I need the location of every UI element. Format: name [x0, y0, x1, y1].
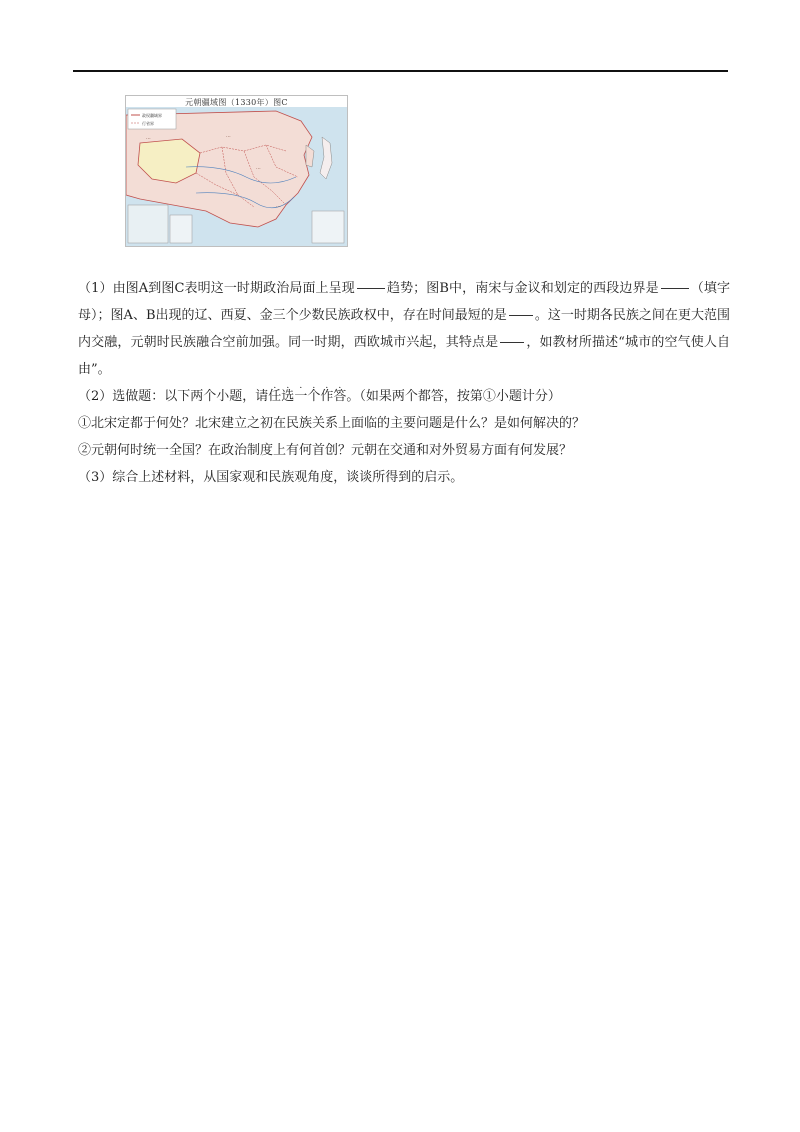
emphasis-char: . 选 — [281, 381, 295, 404]
emphasis-char: . 作 — [320, 381, 334, 404]
svg-text:...: ... — [276, 203, 281, 209]
question-2 — [78, 383, 730, 410]
q1-part3: （填字母）；图A、B出现的辽、西夏、金三个少数民族政权中，存在时间最短的是 — [78, 281, 730, 323]
svg-text:...: ... — [256, 165, 261, 171]
answer-blank — [509, 314, 533, 316]
question-1 — [78, 275, 730, 383]
q1-part1: （1）由图A到图C表明这一时期政治局面上呈现 — [78, 281, 355, 296]
yuan-dynasty-map — [125, 95, 348, 247]
question-2-item-2: ②元朝何时统一全国？在政治制度上有何首创？元朝在交通和对外贸易方面有何发展？ — [78, 443, 573, 458]
question-2-item-1: ①北宋定都于何处？北宋建立之初在民族关系上面临的主要问题是什么？是如何解决的？ — [78, 416, 586, 431]
answer-blank — [661, 287, 689, 289]
q2-lead: （2）选做题：以下两个小题，请 — [78, 389, 269, 404]
header-rule — [73, 70, 728, 72]
q1-part2: 趋势；图B中，南宋与金议和划定的西段边界是 — [386, 281, 659, 296]
svg-text:...: ... — [146, 135, 151, 141]
q2-tail: 。（如果两个都答，按第①小题计分） — [346, 389, 561, 404]
q1-part5: ，如教材所描述“城市的空气使人自由”。 — [78, 335, 730, 377]
map-title: 元朝疆域图（1330年）图C — [185, 98, 288, 107]
svg-text:...: ... — [226, 133, 231, 139]
emphasis-char: . 答 — [333, 381, 347, 404]
emphasis-char: . 个 — [307, 381, 321, 404]
legend-item-1: 政权疆域界 — [142, 113, 162, 118]
emphasis-char: . 任 — [268, 381, 282, 404]
legend-item-2: 行省界 — [142, 121, 154, 126]
q1-part4: 。这一时期各民族之间在更大范围内交融，元朝时民族融合空前加强。同一时期，西欧城市兴起，其特点是 — [78, 308, 730, 350]
question-3: （3）综合上述材料，从国家观和民族观角度，谈谈所得到的启示。 — [78, 470, 464, 485]
emphasis-char: . 一 — [294, 381, 308, 404]
answer-blank — [500, 341, 524, 343]
map-legend — [128, 109, 176, 129]
question-content — [78, 275, 730, 491]
answer-blank — [357, 287, 385, 289]
